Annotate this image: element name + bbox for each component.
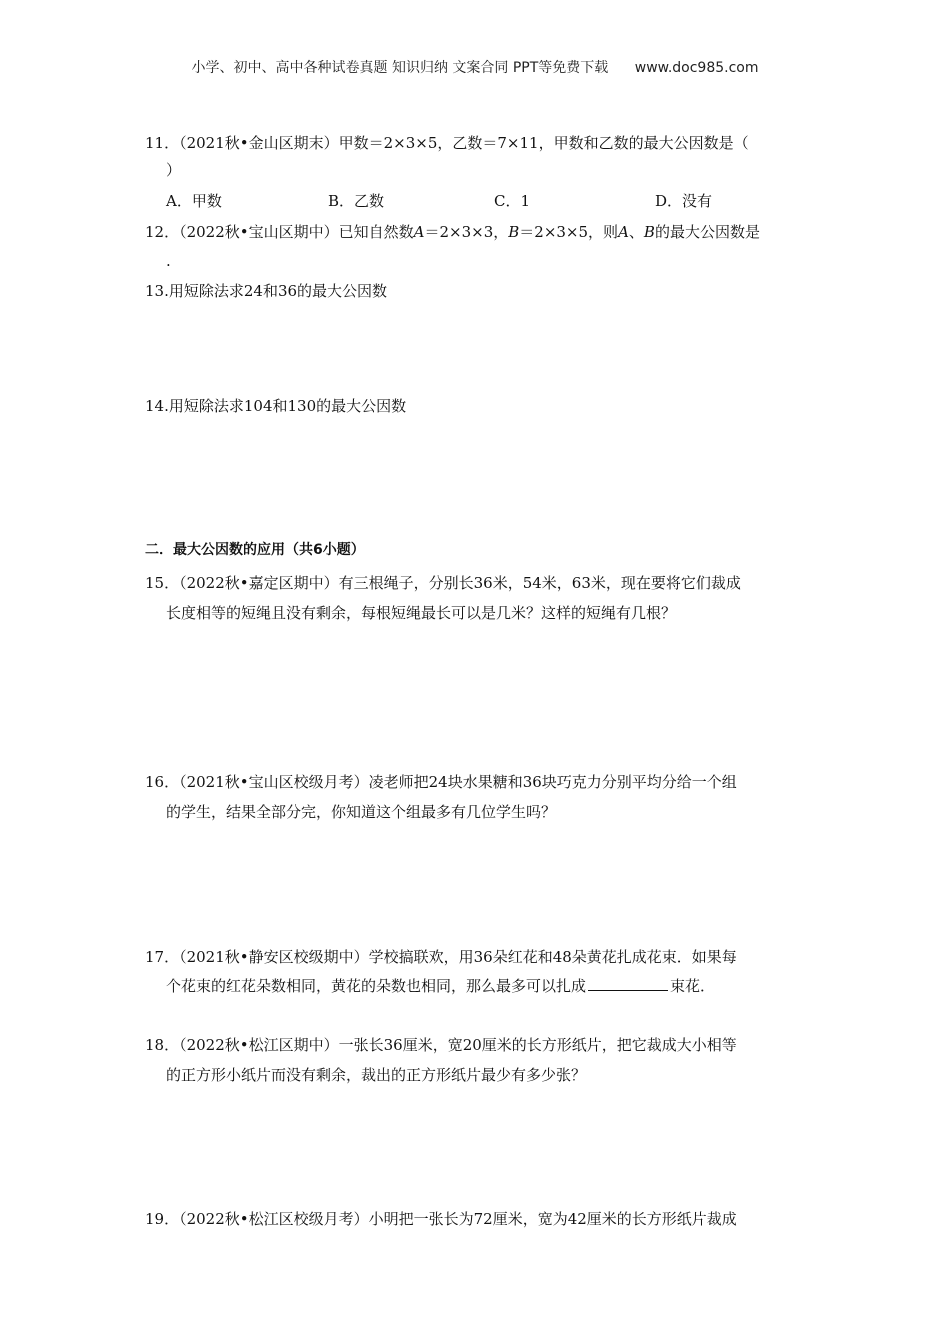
q17-line2-prefix: 个花束的红花朵数相同，黄花的朵数也相同，那么最多可以扎成 bbox=[166, 977, 587, 995]
question-15-line1: 15．（2022秋•嘉定区期中）有三根绳子，分别长36米，54米，63米，现在要将它们裁成 bbox=[145, 574, 741, 592]
question-11-line1: 11．（2021秋•金山区期末）甲数＝2×3×5，乙数＝7×11，甲数和乙数的最大公因数是（ bbox=[145, 134, 749, 152]
q12-suffix: 的最大公因数是 bbox=[654, 223, 760, 241]
q12-eq-b: ＝2×3×5，则 bbox=[519, 223, 619, 241]
q12-var-a2: A bbox=[618, 223, 629, 241]
question-19-line1: 19．（2022秋•松江区校级月考）小明把一张长为72厘米，宽为42厘米的长方形纸片裁成 bbox=[145, 1210, 737, 1228]
page-header bbox=[0, 57, 950, 77]
q12-eq-a: ＝2×3×3， bbox=[424, 223, 509, 241]
question-12-line2: . bbox=[166, 252, 171, 270]
q17-line2-suffix: 束花． bbox=[670, 977, 716, 995]
q12-var-a: A bbox=[413, 223, 425, 241]
question-18-line1: 18．（2022秋•松江区期中）一张长36厘米，宽20厘米的长方形纸片，把它裁成大小相等 bbox=[145, 1036, 737, 1054]
question-17-line2 bbox=[166, 976, 715, 996]
question-11-option-a: A．甲数 bbox=[166, 192, 222, 210]
question-18-line2: 的正方形小纸片而没有剩余，裁出的正方形纸片最少有多少张？ bbox=[166, 1066, 587, 1084]
q12-var-b: B bbox=[508, 223, 520, 241]
question-11-option-d: D．没有 bbox=[655, 192, 713, 210]
question-11-option-c: C．1 bbox=[494, 192, 531, 210]
q12-var-b2: B bbox=[643, 223, 655, 241]
question-11-option-b: B．乙数 bbox=[328, 192, 385, 210]
question-17-line1: 17．（2021秋•静安区校级期中）学校搞联欢，用36朵红花和48朵黄花扎成花束．如果每 bbox=[145, 948, 737, 966]
question-13: 13.用短除法求24和36的最大公因数 bbox=[145, 282, 388, 300]
question-11-line2: ） bbox=[166, 161, 182, 179]
answer-blank[interactable] bbox=[588, 976, 668, 991]
question-16-line2: 的学生，结果全部分完，你知道这个组最多有几位学生吗？ bbox=[166, 803, 557, 821]
q12-prefix: 12．（2022秋•宝山区期中）已知自然数 bbox=[145, 223, 414, 241]
q12-sep: 、 bbox=[628, 223, 644, 241]
question-15-line2: 长度相等的短绳且没有剩余，每根短绳最长可以是几米？这样的短绳有几根？ bbox=[166, 604, 677, 622]
header-site-link[interactable]: www.doc985.com bbox=[634, 60, 759, 76]
question-12-line1 bbox=[145, 222, 760, 242]
question-16-line1: 16．（2021秋•宝山区校级月考）凌老师把24块水果糖和36块巧克力分别平均分给一个组 bbox=[145, 773, 737, 791]
question-14: 14.用短除法求104和130的最大公因数 bbox=[145, 397, 407, 415]
header-text: 小学、初中、高中各种试卷真题 知识归纳 文案合同 PPT等免费下载 bbox=[191, 60, 609, 76]
section-2-title: 二．最大公因数的应用（共6小题） bbox=[145, 542, 365, 558]
